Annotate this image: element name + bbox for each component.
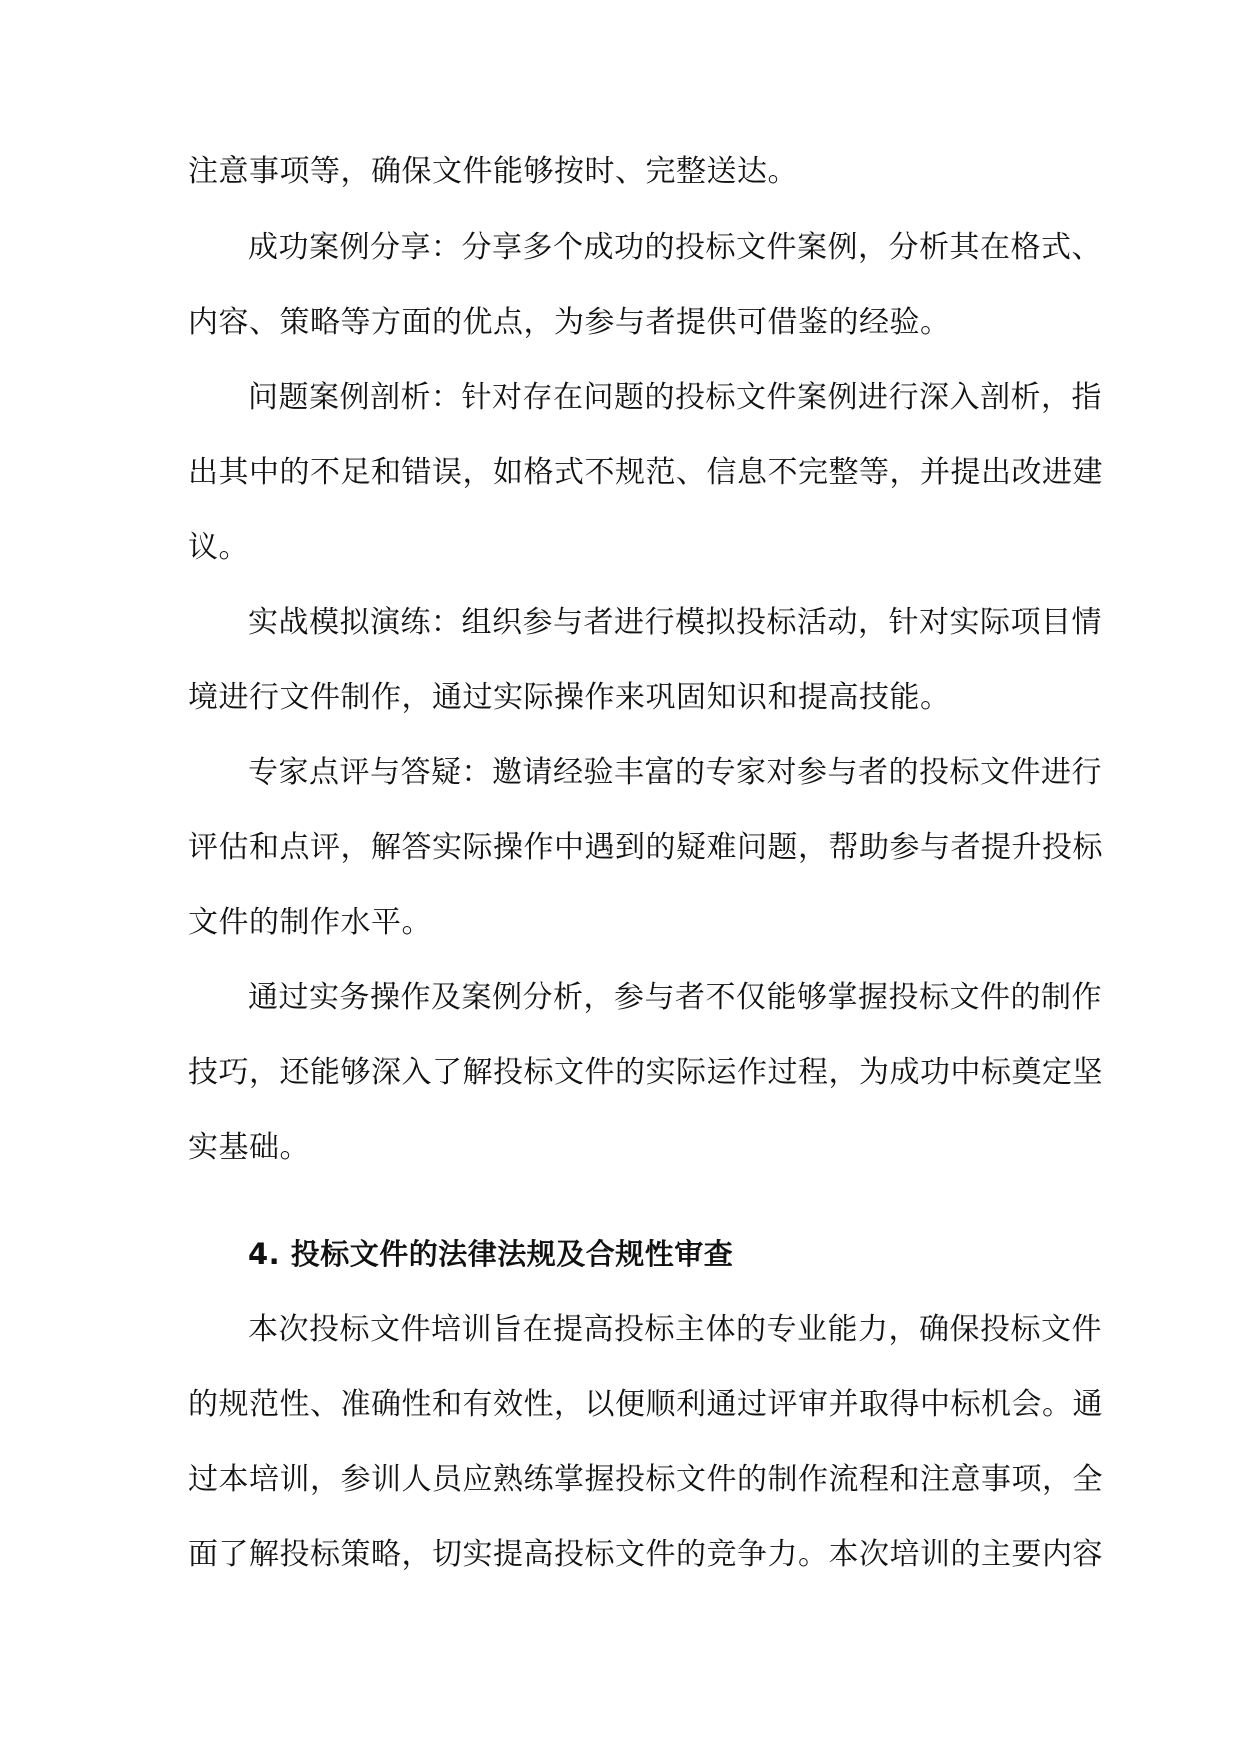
paragraph-line: 成功案例分享：分享多个成功的投标文件案例，分析其在格式、 <box>248 230 1102 265</box>
paragraph-line: 注意事项等，确保文件能够按时、完整送达。 <box>188 154 798 189</box>
paragraph-line: 本次投标文件培训旨在提高投标主体的专业能力，确保投标文件 <box>248 1312 1102 1347</box>
paragraph-line: 实战模拟演练：组织参与者进行模拟投标活动，针对实际项目情 <box>248 605 1102 640</box>
paragraph-line: 专家点评与答疑：邀请经验丰富的专家对参与者的投标文件进行 <box>248 755 1102 790</box>
paragraph-line: 实基础。 <box>188 1130 310 1165</box>
paragraph-line: 境进行文件制作，通过实际操作来巩固知识和提高技能。 <box>188 680 951 715</box>
paragraph-line: 通过实务操作及案例分析，参与者不仅能够掌握投标文件的制作 <box>248 980 1102 1015</box>
paragraph-line: 面了解投标策略，切实提高投标文件的竞争力。本次培训的主要内容 <box>188 1537 1103 1572</box>
paragraph-line: 过本培训，参训人员应熟练掌握投标文件的制作流程和注意事项，全 <box>188 1462 1103 1497</box>
paragraph-line: 问题案例剖析：针对存在问题的投标文件案例进行深入剖析，指 <box>248 380 1102 415</box>
paragraph-line: 技巧，还能够深入了解投标文件的实际运作过程，为成功中标奠定坚 <box>188 1055 1103 1090</box>
paragraph-line: 议。 <box>188 530 249 565</box>
section-heading: 4. 投标文件的法律法规及合规性审查 <box>248 1237 734 1271</box>
paragraph-line: 内容、策略等方面的优点，为参与者提供可借鉴的经验。 <box>188 305 951 340</box>
paragraph-line: 的规范性、准确性和有效性，以便顺利通过评审并取得中标机会。通 <box>188 1387 1103 1422</box>
paragraph-line: 出其中的不足和错误，如格式不规范、信息不完整等，并提出改进建 <box>188 455 1103 490</box>
paragraph-line: 文件的制作水平。 <box>188 905 432 940</box>
paragraph-line: 评估和点评，解答实际操作中遇到的疑难问题，帮助参与者提升投标 <box>188 830 1103 865</box>
